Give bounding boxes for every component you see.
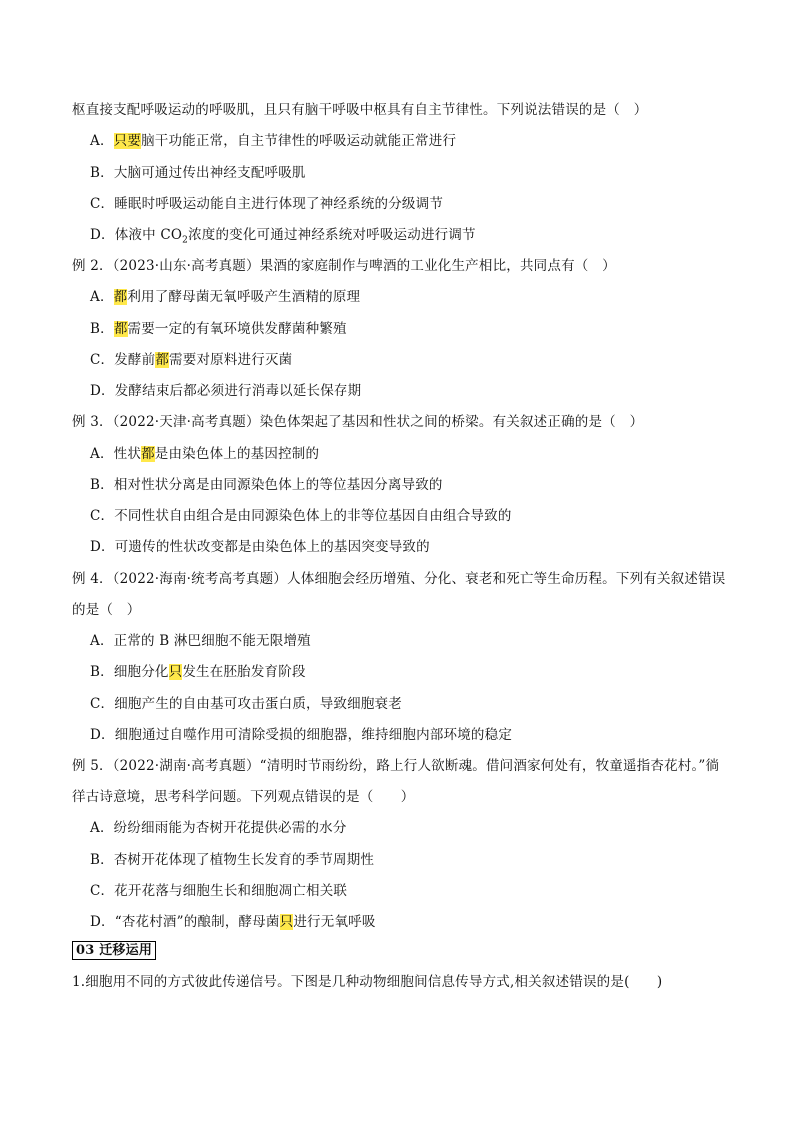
option-label: C． — [90, 883, 115, 899]
keyword-highlight: 都 — [141, 446, 155, 462]
option-label: A． — [90, 289, 114, 305]
option-label: D． — [90, 383, 115, 399]
option-text: 利用了酵母菌无氧呼吸产生酒精的原理 — [127, 289, 361, 305]
option-text: 浓度的变化可通过神经系统对呼吸运动进行调节 — [188, 227, 476, 243]
ex2-option-b — [90, 319, 347, 339]
example-3-stem: 例 3．（2022·天津·高考真题）染色体架起了基因和性状之间的桥梁。有关叙述正确的是（ ） — [72, 414, 644, 430]
option-text: 发酵前 — [114, 352, 156, 368]
option-text: 不同性状自由组合是由同源染色体上的非等位基因自由组合导致的 — [114, 508, 512, 524]
option-text: 需要一定的有氧环境供发酵菌种繁殖 — [127, 321, 347, 337]
option-label: A． — [90, 633, 114, 649]
example-2-stem: 例 2．（2023·山东·高考真题）果酒的家庭制作与啤酒的工业化生产相比，共同点有（ ） — [72, 258, 616, 274]
subscript: 2 — [182, 235, 189, 246]
ex3-option-a — [90, 444, 319, 464]
option-label: C． — [90, 508, 115, 524]
ex2-option-a — [90, 287, 360, 307]
keyword-highlight: 只 — [279, 914, 294, 930]
option-text: 相对性状分离是由同源染色体上的等位基因分离导致的 — [113, 477, 443, 493]
option-text: 发生在胚胎发育阶段 — [182, 664, 306, 680]
option-label: B． — [90, 165, 114, 181]
ex4-option-d — [90, 725, 512, 745]
ex2-option-c — [90, 350, 292, 370]
ex5-option-a — [90, 818, 347, 838]
keyword-highlight: 都 — [155, 352, 170, 368]
option-text: 可遗传的性状改变都是由染色体上的基因突变导致的 — [114, 539, 430, 555]
option-label: B． — [90, 664, 114, 680]
ex5-option-b — [90, 850, 374, 870]
keyword-highlight: 都 — [113, 289, 128, 305]
ex4-option-a — [90, 631, 311, 651]
option-label: C． — [90, 696, 115, 712]
ex5-option-d — [90, 912, 376, 932]
option-label: D． — [90, 227, 115, 243]
example-4-stem-line1: 例 4．（2022·海南·统考高考真题）人体细胞会经历增殖、分化、衰老和死亡等生命历程。下列有关叙述错误 — [72, 571, 726, 587]
option-label: A． — [90, 820, 114, 836]
option-text: 性状 — [113, 446, 142, 462]
option-label: B． — [90, 852, 114, 868]
option-label: D． — [90, 539, 115, 555]
section-heading — [72, 940, 156, 960]
option-text: 脑干功能正常，自主节律性的呼吸运动就能正常进行 — [141, 133, 457, 149]
q1-option-b — [90, 163, 306, 183]
option-text: 正常的 B 淋巴细胞不能无限增殖 — [113, 633, 311, 649]
ex3-option-c — [90, 506, 512, 526]
option-label: B． — [90, 477, 114, 493]
example-5-stem-line1: 例 5．（2022·湖南·高考真题）“清明时节雨纷纷，路上行人欲断魂。借问酒家何处有，牧童遥指杏花村。”徜 — [72, 758, 720, 774]
keyword-highlight: 都 — [113, 321, 128, 337]
option-text: 需要对原料进行灭菌 — [169, 352, 293, 368]
option-label: A． — [90, 446, 114, 462]
ex3-option-d — [90, 537, 430, 557]
option-text: 细胞分化 — [113, 664, 169, 680]
ex5-option-c — [90, 881, 347, 901]
q1-option-c — [90, 194, 443, 214]
keyword-highlight: 只要 — [113, 133, 142, 149]
option-label: C． — [90, 352, 115, 368]
section-heading-box: 03 迁移运用 — [72, 941, 156, 960]
question-continuation: 枢直接支配呼吸运动的呼吸肌，且只有脑干呼吸中枢具有自主节律性。下列说法错误的是（ ） — [72, 102, 648, 118]
option-text: 花开花落与细胞生长和细胞凋亡相关联 — [114, 883, 348, 899]
option-text: 进行无氧呼吸 — [293, 914, 376, 930]
option-label: D． — [90, 727, 115, 743]
option-label: C． — [90, 196, 115, 212]
option-text: 纷纷细雨能为杏树开花提供必需的水分 — [113, 820, 347, 836]
option-text: 体液中 CO — [114, 227, 183, 243]
example-5-stem-line2: 徉古诗意境，思考科学问题。下列观点错误的是（ ） — [72, 789, 415, 805]
ex4-option-b — [90, 662, 306, 682]
option-text: 杏树开花体现了植物生长发育的季节周期性 — [113, 852, 375, 868]
option-text: 发酵结束后都必须进行消毒以延长保存期 — [114, 383, 362, 399]
option-text: 细胞产生的自由基可攻击蛋白质，导致细胞衰老 — [114, 696, 402, 712]
option-label: B． — [90, 321, 114, 337]
option-text: “杏花村酒”的酿制，酵母菌 — [114, 914, 280, 930]
transfer-question-1: 1.细胞用不同的方式彼此传递信号。下图是几种动物细胞间信息传导方式,相关叙述错误的是( ) — [72, 974, 663, 990]
example-4-stem-line2: 的是（ ） — [72, 602, 141, 618]
q1-option-a — [90, 131, 456, 151]
option-text: 细胞通过自噬作用可清除受损的细胞器，维持细胞内部环境的稳定 — [114, 727, 513, 743]
option-text: 大脑可通过传出神经支配呼吸肌 — [113, 165, 306, 181]
option-text: 睡眠时呼吸运动能自主进行体现了神经系统的分级调节 — [114, 196, 444, 212]
q1-option-d — [90, 225, 476, 245]
option-text: 是由染色体上的基因控制的 — [154, 446, 320, 462]
option-label: D． — [90, 914, 115, 930]
keyword-highlight: 只 — [168, 664, 183, 680]
ex4-option-c — [90, 694, 402, 714]
ex3-option-b — [90, 475, 443, 495]
ex2-option-d — [90, 381, 361, 401]
option-label: A． — [90, 133, 114, 149]
